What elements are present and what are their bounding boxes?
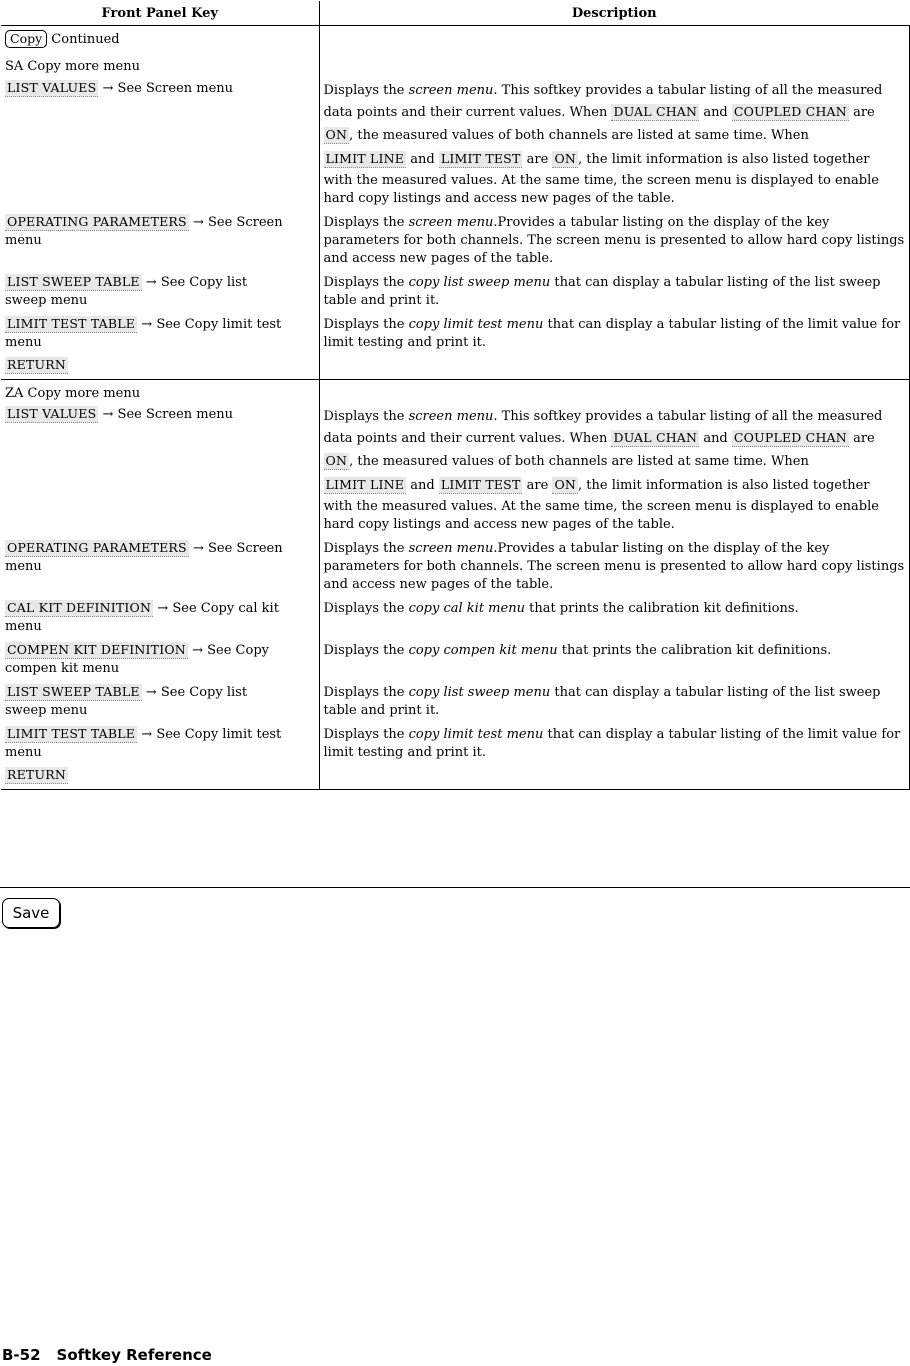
za-list-sweep-table-desc: Displays the copy list sweep menu that can display a tabular listing of the list sweep table and print it. [319, 684, 909, 726]
copy-continued-cell [1, 26, 319, 81]
col-header-key: Front Panel Key [1, 1, 319, 26]
za-operating-parameters-desc: Displays the screen menu.Provides a tabular listing on the display of the key parameters for both channels. The screen menu is presented to allow hard copy listings and access new pages of the table. [319, 540, 909, 600]
softkey-return: RETURN [7, 357, 66, 372]
sa-list-sweep-table-key: LIST SWEEP TABLE → See Copy list sweep menu [5, 274, 248, 308]
za-cal-kit-definition-key: CAL KIT DEFINITION → See Copy cal kit menu [5, 600, 279, 634]
softkey-cal-kit-definition: CAL KIT DEFINITION [7, 600, 152, 615]
za-limit-test-table-key: LIMIT TEST TABLE → See Copy limit test menu RETURN [1, 726, 319, 790]
za-compen-kit-definition-key: COMPEN KIT DEFINITION → See Copy compen kit menu [5, 642, 269, 676]
section-divider [0, 887, 910, 888]
za-limit-test-table-desc: Displays the copy limit test menu that can display a tabular listing of the limit value for limit testing and print it. [319, 726, 909, 790]
sa-operating-parameters-desc: Displays the screen menu.Provides a tabular listing on the display of the key parameters for both channels. The screen menu is presented to allow hard copy listings and access new pages of the table. [319, 214, 909, 274]
sa-list-values-key: LIST VALUES → See Screen menu [7, 80, 234, 96]
softkey-operating-parameters: OPERATING PARAMETERS [7, 214, 187, 229]
sa-list-sweep-table-desc: Displays the copy list sweep menu that can display a tabular listing of the list sweep table and print it. [319, 274, 909, 316]
za-list-values-key: LIST VALUES → See Screen menu [7, 406, 234, 422]
save-hardkey: Save [2, 898, 60, 928]
sa-limit-test-table-desc: Displays the copy limit test menu that can display a tabular listing of the limit value for limit testing and print it. [319, 316, 909, 380]
za-cal-kit-definition-desc: Displays the copy cal kit menu that prints the calibration kit definitions. [319, 600, 909, 642]
softkey-limit-test-table: LIMIT TEST TABLE [7, 726, 136, 741]
softkey-compen-kit-definition: COMPEN KIT DEFINITION [7, 642, 186, 657]
sa-limit-test-table-key: LIMIT TEST TABLE → See Copy limit test menu RETURN [5, 316, 282, 372]
za-list-sweep-table-key: LIST SWEEP TABLE → See Copy list sweep menu [5, 684, 248, 718]
col-header-description: Description [319, 1, 909, 26]
za-operating-parameters-key: OPERATING PARAMETERS → See Screen menu [5, 540, 283, 574]
za-menu-title: ZA Copy more menu [1, 380, 319, 407]
page-number: B-52 [2, 1346, 41, 1364]
section-title: Softkey Reference [56, 1346, 212, 1364]
softkey-operating-parameters: OPERATING PARAMETERS [7, 540, 187, 555]
sa-operating-parameters-key: OPERATING PARAMETERS → See Screen menu [5, 214, 283, 248]
softkey-reference-table [1, 1, 910, 790]
softkey-list-sweep-table: LIST SWEEP TABLE [7, 274, 140, 289]
za-list-values-desc: Displays the screen menu. This softkey provides a tabular listing of all the measured data points and their current values. When DUAL CHAN and COUPLED CHAN are ON , the measured values of both channels are listed at same time. When LIMIT LINE and LIMIT TEST are ON , the limit information is also listed together with the measured values. At the same time, the screen menu is displayed to enable hard copy listings and access new pages of the table. [319, 406, 909, 540]
continued-label: Continued [51, 32, 120, 47]
softkey-return: RETURN [7, 767, 66, 782]
softkey-list-values: LIST VALUES [7, 80, 97, 95]
sa-menu-title: SA Copy more menu [5, 59, 140, 74]
softkey-limit-test-table: LIMIT TEST TABLE [7, 316, 136, 331]
sa-list-values-desc: Displays the screen menu. This softkey provides a tabular listing of all the measured data points and their current values. When DUAL CHAN and COUPLED CHAN are ON , the measured values of both channels are listed at same time. When LIMIT LINE and LIMIT TEST are ON , the limit information is also listed together with the measured values. At the same time, the screen menu is displayed to enable hard copy listings and access new pages of the table. [319, 80, 909, 214]
softkey-list-sweep-table: LIST SWEEP TABLE [7, 684, 140, 699]
copy-hardkey: Copy [5, 30, 47, 48]
page-footer [2, 1346, 212, 1364]
softkey-list-values: LIST VALUES [7, 406, 97, 421]
za-compen-kit-definition-desc: Displays the copy compen kit menu that prints the calibration kit definitions. [319, 642, 909, 684]
